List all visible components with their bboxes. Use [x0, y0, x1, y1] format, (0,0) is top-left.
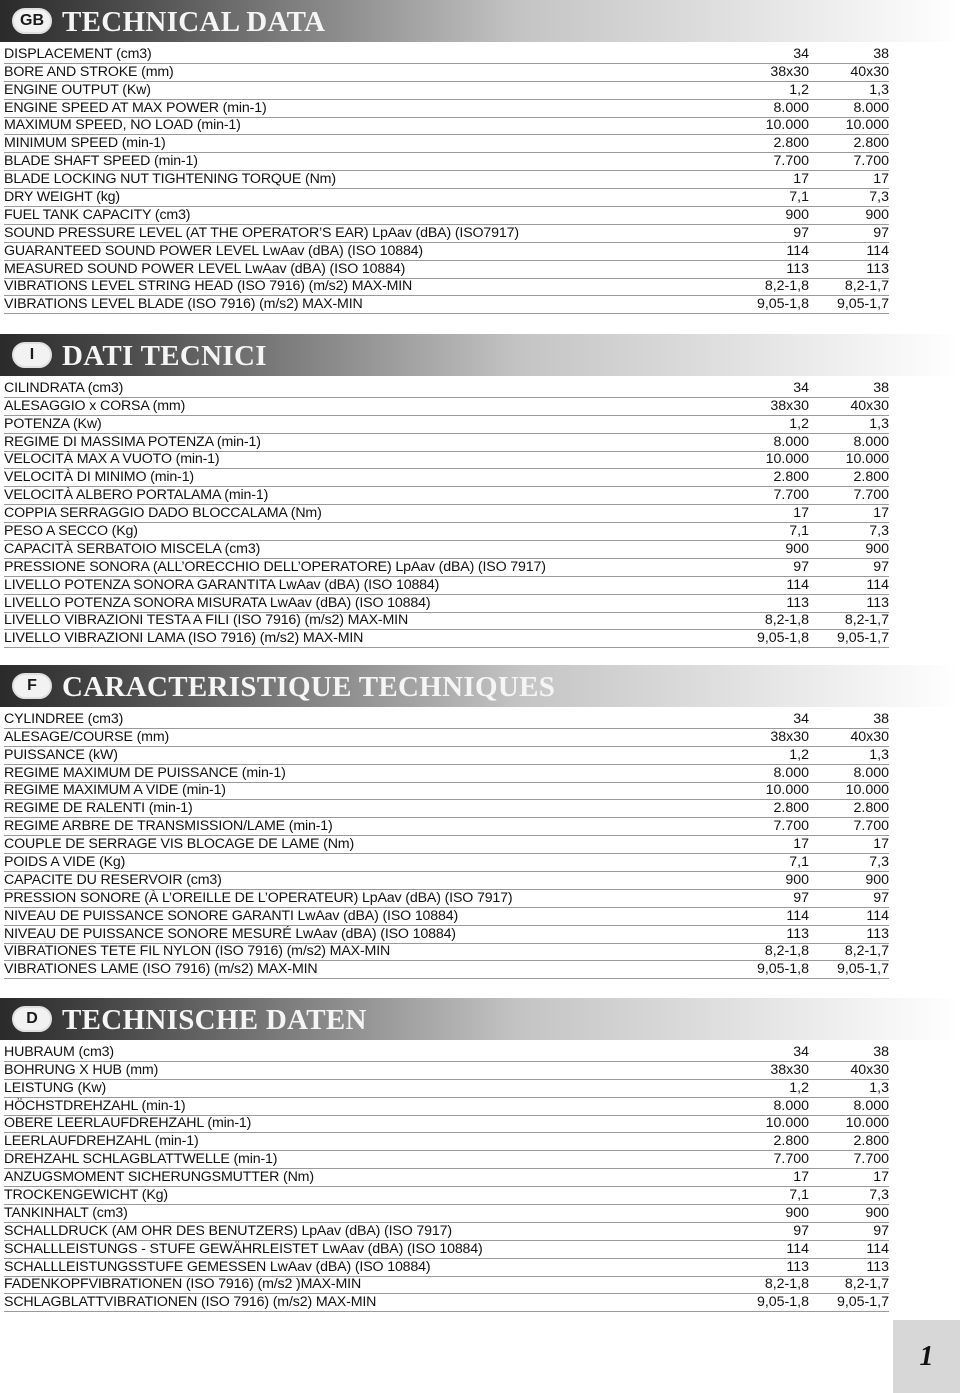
- spec-row: [4, 118, 889, 136]
- spec-row: [4, 630, 889, 648]
- spec-row: [4, 747, 889, 765]
- spec-row: [4, 800, 889, 818]
- spec-value-38: 40x30: [850, 728, 889, 745]
- spec-value-34: 7,1: [789, 1187, 809, 1204]
- spec-value-38: 97: [873, 1222, 889, 1239]
- spec-row: [4, 1205, 889, 1223]
- spec-value-38: 17: [873, 836, 889, 853]
- spec-value-38: 7,3: [869, 854, 889, 871]
- spec-value-38: 113: [866, 925, 889, 942]
- spec-value-38: 8,2-1,7: [844, 943, 889, 960]
- spec-value-34: 38x30: [770, 397, 809, 414]
- spec-value-38: 1,3: [869, 1079, 889, 1096]
- spec-value-34: 7.700: [773, 487, 809, 504]
- spec-value-34: 1,2: [789, 1079, 809, 1096]
- spec-value-34: 34: [793, 710, 809, 727]
- section-gb: [0, 0, 960, 313]
- spec-label: HUBRAUM (cm3): [4, 1043, 114, 1060]
- spec-row: [4, 505, 889, 523]
- spec-value-34: 1,2: [789, 746, 809, 763]
- spec-row: [4, 487, 889, 505]
- spec-value-34: 7,1: [789, 189, 809, 206]
- spec-label: REGIME MAXIMUM A VIDE (min-1): [4, 782, 226, 799]
- spec-value-34: 97: [793, 1222, 809, 1239]
- spec-value-34: 113: [786, 1258, 809, 1275]
- spec-value-38: 7,3: [869, 1187, 889, 1204]
- spec-value-38: 114: [866, 907, 889, 924]
- spec-row: [4, 1133, 889, 1151]
- spec-value-34: 2.800: [773, 469, 809, 486]
- spec-row: [4, 207, 889, 225]
- spec-label: MEASURED SOUND POWER LEVEL LwAav (dBA) (ISO 10884): [4, 260, 406, 277]
- spec-value-38: 114: [866, 576, 889, 593]
- spec-label: SCHALLLEISTUNGS - STUFE GEWÄHRLEISTET LwAav (dBA) (ISO 10884): [4, 1240, 483, 1257]
- spec-value-38: 7.700: [853, 487, 889, 504]
- spec-label: OBERE LEERLAUFDREHZAHL (min-1): [4, 1115, 252, 1132]
- spec-row: [4, 1223, 889, 1241]
- spec-row: [4, 577, 889, 595]
- spec-row: [4, 153, 889, 171]
- spec-value-34: 38x30: [770, 63, 809, 80]
- spec-label: COPPIA SERRAGGIO DADO BLOCCALAMA (Nm): [4, 505, 322, 522]
- spec-label: SCHLAGBLATTVIBRATIONEN (ISO 7916) (m/s2) MAX-MIN: [4, 1294, 377, 1311]
- spec-row: [4, 559, 889, 577]
- spec-row: [4, 818, 889, 836]
- spec-table: [4, 380, 889, 648]
- spec-value-34: 8,2-1,8: [764, 943, 809, 960]
- section-header: [0, 0, 960, 42]
- spec-value-38: 7,3: [869, 523, 889, 540]
- spec-label: COUPLE DE SERRAGE VIS BLOCAGE DE LAME (Nm): [4, 836, 355, 853]
- spec-value-38: 10.000: [845, 782, 889, 799]
- spec-row: [4, 380, 889, 398]
- spec-row: [4, 836, 889, 854]
- spec-label: CYLINDREE (cm3): [4, 710, 124, 727]
- spec-value-38: 40x30: [850, 63, 889, 80]
- language-badge: GB: [12, 8, 52, 34]
- spec-value-38: 38: [873, 379, 889, 396]
- section-header: [0, 998, 960, 1040]
- spec-label: LIVELLO POTENZA SONORA GARANTITA LwAav (dBA) (ISO 10884): [4, 576, 440, 593]
- spec-label: VIBRATIONES LAME (ISO 7916) (m/s2) MAX-MIN: [4, 961, 318, 978]
- spec-row: [4, 469, 889, 487]
- spec-value-38: 2.800: [853, 469, 889, 486]
- spec-row: [4, 261, 889, 279]
- spec-row: [4, 541, 889, 559]
- spec-value-34: 113: [786, 260, 809, 277]
- spec-label: REGIME DE RALENTI (min-1): [4, 800, 193, 817]
- spec-label: VELOCITÀ MAX A VUOTO (min-1): [4, 451, 220, 468]
- spec-label: ALESAGE/COURSE (mm): [4, 728, 170, 745]
- spec-row: [4, 243, 889, 261]
- spec-label: FADENKOPFVIBRATIONEN (ISO 7916) (m/s2 )MAX-MIN: [4, 1276, 362, 1293]
- spec-value-38: 40x30: [850, 1061, 889, 1078]
- spec-label: SOUND PRESSURE LEVEL (AT THE OPERATOR’S EAR) LpAav (dBA) (ISO7917): [4, 224, 519, 241]
- language-badge: F: [12, 673, 52, 699]
- language-badge: I: [12, 342, 52, 368]
- spec-value-34: 1,2: [789, 415, 809, 432]
- spec-label: DREHZAHL SCHLAGBLATTWELLE (min-1): [4, 1151, 278, 1168]
- page-number: 1: [919, 1341, 934, 1372]
- section-title: CARACTERISTIQUE TECHNIQUES: [62, 671, 556, 703]
- spec-row: [4, 434, 889, 452]
- spec-row: [4, 416, 889, 434]
- spec-value-38: 8.000: [853, 433, 889, 450]
- spec-value-34: 7,1: [789, 854, 809, 871]
- spec-row: [4, 398, 889, 416]
- spec-value-38: 2.800: [853, 135, 889, 152]
- spec-label: ALESAGGIO x CORSA (mm): [4, 397, 186, 414]
- spec-row: [4, 854, 889, 872]
- spec-label: BLADE LOCKING NUT TIGHTENING TORQUE (Nm): [4, 171, 336, 188]
- spec-label: CAPACITÀ SERBATOIO MISCELA (cm3): [4, 540, 261, 557]
- spec-value-34: 9,05-1,8: [756, 1294, 809, 1311]
- spec-label: BORE AND STROKE (mm): [4, 63, 174, 80]
- spec-label: VELOCITÀ ALBERO PORTALAMA (min-1): [4, 487, 269, 504]
- spec-row: [4, 171, 889, 189]
- spec-value-34: 34: [793, 45, 809, 62]
- spec-value-34: 7,1: [789, 523, 809, 540]
- spec-row: [4, 225, 889, 243]
- spec-label: REGIME MAXIMUM DE PUISSANCE (min-1): [4, 764, 286, 781]
- spec-row: [4, 711, 889, 729]
- spec-value-34: 114: [786, 1240, 809, 1257]
- spec-row: [4, 296, 889, 314]
- spec-value-34: 2.800: [773, 800, 809, 817]
- spec-row: [4, 1044, 889, 1062]
- spec-label: LIVELLO POTENZA SONORA MISURATA LwAav (dBA) (ISO 10884): [4, 594, 431, 611]
- spec-label: PRESSION SONORE (À L’OREILLE DE L’OPERATEUR) LpAav (dBA) (ISO 7917): [4, 889, 513, 906]
- spec-value-38: 8.000: [853, 99, 889, 116]
- spec-value-38: 38: [873, 1043, 889, 1060]
- spec-row: [4, 1294, 889, 1312]
- spec-row: [4, 100, 889, 118]
- spec-label: VIBRATIONES TETE FIL NYLON (ISO 7916) (m/s2) MAX-MIN: [4, 943, 391, 960]
- spec-value-34: 38x30: [770, 1061, 809, 1078]
- spec-value-38: 113: [866, 594, 889, 611]
- section-title: TECHNISCHE DATEN: [62, 1004, 367, 1036]
- spec-value-34: 2.800: [773, 1133, 809, 1150]
- spec-row: [4, 1098, 889, 1116]
- spec-label: TROCKENGEWICHT (Kg): [4, 1187, 168, 1204]
- section-header: [0, 334, 960, 376]
- spec-value-34: 114: [786, 242, 809, 259]
- spec-label: ENGINE SPEED AT MAX POWER (min-1): [4, 99, 267, 116]
- spec-label: VIBRATIONS LEVEL BLADE (ISO 7916) (m/s2) MAX-MIN: [4, 296, 363, 313]
- spec-label: VIBRATIONS LEVEL STRING HEAD (ISO 7916) (m/s2) MAX-MIN: [4, 278, 413, 295]
- spec-label: CILINDRATA (cm3): [4, 379, 124, 396]
- spec-label: BLADE SHAFT SPEED (min-1): [4, 153, 198, 170]
- spec-value-38: 9,05-1,7: [836, 630, 889, 647]
- spec-value-34: 10.000: [765, 1115, 809, 1132]
- section-i: [0, 334, 960, 647]
- spec-value-38: 7,3: [869, 189, 889, 206]
- spec-label: DRY WEIGHT (kg): [4, 189, 120, 206]
- spec-value-38: 900: [865, 871, 889, 888]
- section-title: DATI TECNICI: [62, 340, 267, 372]
- spec-value-38: 9,05-1,7: [836, 961, 889, 978]
- spec-value-34: 900: [785, 206, 809, 223]
- spec-value-38: 8.000: [853, 1097, 889, 1114]
- section-header: [0, 665, 960, 707]
- spec-value-34: 17: [793, 505, 809, 522]
- spec-value-34: 17: [793, 1169, 809, 1186]
- spec-label: REGIME ARBRE DE TRANSMISSION/LAME (min-1): [4, 818, 333, 835]
- spec-value-38: 900: [865, 206, 889, 223]
- spec-row: [4, 1277, 889, 1295]
- spec-label: LEERLAUFDREHZAHL (min-1): [4, 1133, 199, 1150]
- spec-row: [4, 64, 889, 82]
- spec-label: SCHALLLEISTUNGSSTUFE GEMESSEN LwAav (dBA) (ISO 10884): [4, 1258, 431, 1275]
- spec-label: PRESSIONE SONORA (ALL’ORECCHIO DELL’OPERATORE) LpAav (dBA) (ISO 7917): [4, 558, 546, 575]
- spec-value-34: 38x30: [770, 728, 809, 745]
- spec-value-34: 17: [793, 836, 809, 853]
- spec-label: HÖCHSTDREHZAHL (min-1): [4, 1097, 186, 1114]
- spec-row: [4, 1259, 889, 1277]
- spec-row: [4, 908, 889, 926]
- spec-row: [4, 961, 889, 979]
- spec-value-34: 114: [786, 907, 809, 924]
- spec-value-34: 10.000: [765, 117, 809, 134]
- spec-row: [4, 46, 889, 64]
- spec-label: ANZUGSMOMENT SICHERUNGSMUTTER (Nm): [4, 1169, 314, 1186]
- spec-value-38: 10.000: [845, 1115, 889, 1132]
- spec-value-34: 8,2-1,8: [764, 612, 809, 629]
- spec-label: CAPACITE DU RESERVOIR (cm3): [4, 871, 222, 888]
- spec-value-34: 8,2-1,8: [764, 278, 809, 295]
- spec-value-34: 8,2-1,8: [764, 1276, 809, 1293]
- spec-value-38: 8,2-1,7: [844, 612, 889, 629]
- page-number-box: [893, 1320, 960, 1393]
- spec-value-38: 97: [873, 224, 889, 241]
- spec-label: PUISSANCE (kW): [4, 746, 118, 763]
- spec-label: BOHRUNG X HUB (mm): [4, 1061, 159, 1078]
- spec-value-38: 97: [873, 558, 889, 575]
- spec-value-34: 8.000: [773, 764, 809, 781]
- spec-label: LIVELLO VIBRAZIONI LAMA (ISO 7916) (m/s2) MAX-MIN: [4, 630, 364, 647]
- spec-row: [4, 944, 889, 962]
- spec-value-38: 38: [873, 710, 889, 727]
- spec-row: [4, 1187, 889, 1205]
- spec-value-34: 900: [785, 540, 809, 557]
- spec-value-34: 9,05-1,8: [756, 961, 809, 978]
- spec-label: ENGINE OUTPUT (Kw): [4, 81, 151, 98]
- spec-label: NIVEAU DE PUISSANCE SONORE MESURÉ LwAav (dBA) (ISO 10884): [4, 925, 456, 942]
- spec-row: [4, 189, 889, 207]
- section-f: [0, 665, 960, 978]
- spec-label: DISPLACEMENT (cm3): [4, 45, 152, 62]
- spec-row: [4, 135, 889, 153]
- spec-value-34: 7.700: [773, 1151, 809, 1168]
- spec-value-34: 8.000: [773, 433, 809, 450]
- spec-value-38: 1,3: [869, 415, 889, 432]
- spec-row: [4, 613, 889, 631]
- spec-value-34: 8.000: [773, 99, 809, 116]
- spec-value-38: 2.800: [853, 800, 889, 817]
- spec-label: MAXIMUM SPEED, NO LOAD (min-1): [4, 117, 241, 134]
- spec-value-38: 900: [865, 540, 889, 557]
- spec-row: [4, 1241, 889, 1259]
- spec-value-34: 97: [793, 224, 809, 241]
- spec-value-34: 8.000: [773, 1097, 809, 1114]
- spec-value-38: 8,2-1,7: [844, 1276, 889, 1293]
- spec-label: TANKINHALT (cm3): [4, 1204, 128, 1221]
- spec-value-34: 17: [793, 171, 809, 188]
- spec-value-38: 7.700: [853, 153, 889, 170]
- spec-row: [4, 872, 889, 890]
- spec-table: [4, 711, 889, 979]
- spec-value-38: 10.000: [845, 117, 889, 134]
- spec-value-34: 2.800: [773, 135, 809, 152]
- spec-value-34: 34: [793, 379, 809, 396]
- spec-label: MINIMUM SPEED (min-1): [4, 135, 166, 152]
- spec-row: [4, 926, 889, 944]
- spec-value-38: 7.700: [853, 1151, 889, 1168]
- spec-value-34: 7.700: [773, 153, 809, 170]
- spec-value-38: 1,3: [869, 81, 889, 98]
- spec-value-34: 34: [793, 1043, 809, 1060]
- spec-row: [4, 1151, 889, 1169]
- spec-value-38: 7.700: [853, 818, 889, 835]
- spec-label: POIDS A VIDE (Kg): [4, 854, 126, 871]
- spec-row: [4, 1080, 889, 1098]
- spec-value-38: 17: [873, 171, 889, 188]
- spec-value-34: 97: [793, 889, 809, 906]
- spec-row: [4, 279, 889, 297]
- spec-label: LEISTUNG (Kw): [4, 1079, 107, 1096]
- spec-value-34: 97: [793, 558, 809, 575]
- spec-row: [4, 452, 889, 470]
- spec-value-38: 113: [866, 260, 889, 277]
- spec-value-34: 113: [786, 594, 809, 611]
- spec-row: [4, 890, 889, 908]
- spec-value-38: 1,3: [869, 746, 889, 763]
- spec-label: PESO A SECCO (Kg): [4, 523, 138, 540]
- spec-value-38: 900: [865, 1204, 889, 1221]
- spec-value-38: 2.800: [853, 1133, 889, 1150]
- spec-label: REGIME DI MASSIMA POTENZA (min-1): [4, 433, 261, 450]
- spec-row: [4, 1116, 889, 1134]
- spec-label: VELOCITÀ DI MINIMO (min-1): [4, 469, 195, 486]
- spec-label: FUEL TANK CAPACITY (cm3): [4, 206, 191, 223]
- spec-value-34: 900: [785, 1204, 809, 1221]
- section-title: TECHNICAL DATA: [62, 6, 326, 38]
- spec-row: [4, 82, 889, 100]
- spec-value-38: 10.000: [845, 451, 889, 468]
- spec-table: [4, 46, 889, 314]
- spec-row: [4, 1062, 889, 1080]
- spec-row: [4, 523, 889, 541]
- spec-row: [4, 765, 889, 783]
- spec-row: [4, 729, 889, 747]
- spec-value-34: 1,2: [789, 81, 809, 98]
- spec-value-34: 9,05-1,8: [756, 296, 809, 313]
- spec-value-34: 10.000: [765, 451, 809, 468]
- spec-label: LIVELLO VIBRAZIONI TESTA A FILI (ISO 7916) (m/s2) MAX-MIN: [4, 612, 409, 629]
- section-d: [0, 998, 960, 1311]
- spec-value-34: 114: [786, 576, 809, 593]
- spec-value-34: 9,05-1,8: [756, 630, 809, 647]
- spec-row: [4, 595, 889, 613]
- spec-table: [4, 1044, 889, 1312]
- spec-value-38: 38: [873, 45, 889, 62]
- spec-value-38: 17: [873, 1169, 889, 1186]
- spec-value-38: 9,05-1,7: [836, 1294, 889, 1311]
- spec-value-38: 97: [873, 889, 889, 906]
- spec-value-38: 113: [866, 1258, 889, 1275]
- language-badge: D: [12, 1006, 52, 1032]
- spec-label: NIVEAU DE PUISSANCE SONORE GARANTI LwAav (dBA) (ISO 10884): [4, 907, 459, 924]
- spec-value-34: 113: [786, 925, 809, 942]
- spec-value-38: 17: [873, 505, 889, 522]
- spec-value-38: 114: [866, 1240, 889, 1257]
- spec-value-38: 8,2-1,7: [844, 278, 889, 295]
- spec-label: SCHALLDRUCK (AM OHR DES BENUTZERS) LpAav (dBA) (ISO 7917): [4, 1222, 452, 1239]
- spec-row: [4, 1169, 889, 1187]
- spec-value-34: 7.700: [773, 818, 809, 835]
- spec-label: POTENZA (Kw): [4, 415, 102, 432]
- spec-value-38: 40x30: [850, 397, 889, 414]
- spec-value-38: 9,05-1,7: [836, 296, 889, 313]
- spec-row: [4, 783, 889, 801]
- spec-value-38: 114: [866, 242, 889, 259]
- spec-label: GUARANTEED SOUND POWER LEVEL LwAav (dBA) (ISO 10884): [4, 242, 423, 259]
- spec-value-38: 8.000: [853, 764, 889, 781]
- spec-value-34: 900: [785, 871, 809, 888]
- spec-value-34: 10.000: [765, 782, 809, 799]
